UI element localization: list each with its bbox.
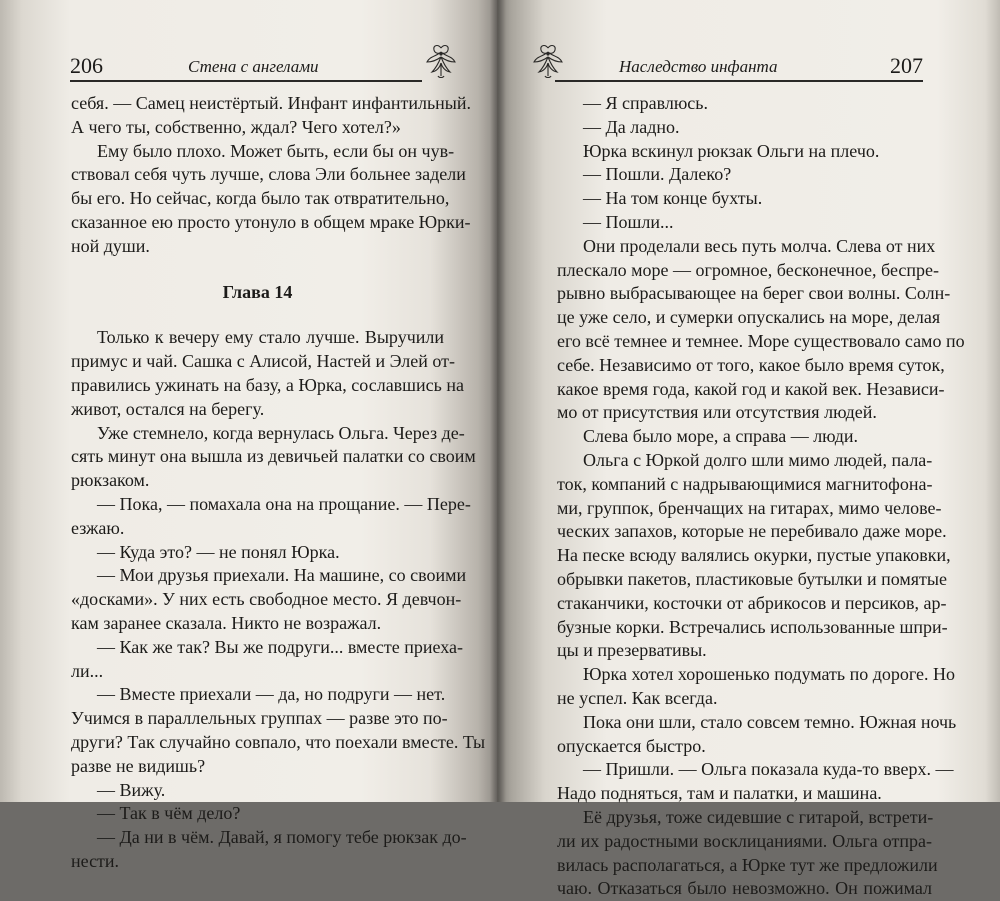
text-line: себе. Независимо от того, какое было время суток, bbox=[557, 354, 945, 375]
text-line: Её друзья, тоже сидевшие с гитарой, встрети- bbox=[583, 806, 934, 827]
text-line: чаю. Отказаться было невозможно. Он пожимал bbox=[557, 878, 932, 899]
text-line: — Пошли. Далеко? bbox=[583, 164, 732, 185]
text-line: — Так в чём дело? bbox=[97, 803, 241, 824]
text-line: цы и презервативы. bbox=[557, 640, 707, 661]
right-page-header bbox=[555, 52, 923, 82]
text-line: стаканчики, косточки от абрикосов и персиков, ар- bbox=[557, 592, 947, 613]
text-line: А чего ты, собственно, ждал? Чего хотел?» bbox=[71, 116, 401, 137]
text-line: Юрка хотел хорошенько подумать по дороге. Но bbox=[583, 664, 956, 685]
text-line: На песке всюду валялись окурки, пустые упаковки, bbox=[557, 545, 951, 566]
text-line: его всё темнее и темнее. Море существовало само по bbox=[557, 330, 965, 351]
text-line: ли их радостными восклицаниями. Ольга отпра- bbox=[557, 830, 932, 851]
text-line: — Да ладно. bbox=[583, 116, 680, 137]
text-line: нести. bbox=[71, 850, 120, 871]
left-page bbox=[0, 0, 497, 871]
chapter-heading: Глава 14 bbox=[222, 281, 293, 302]
header-rule bbox=[555, 80, 923, 82]
text-line: правились ужинать на базу, а Юрка, сославшись на bbox=[71, 374, 464, 395]
text-line: — Куда это? — не понял Юрка. bbox=[97, 541, 340, 562]
text-line: езжаю. bbox=[71, 517, 125, 538]
text-line: какое время года, какой год и какой век. Независи- bbox=[557, 378, 945, 399]
text-line: — Вместе приехали — да, но подруги — нет. bbox=[97, 684, 446, 705]
text-line: ствовал себя чуть лучше, слова Эли больнее задели bbox=[71, 164, 466, 185]
page-number: 207 bbox=[890, 53, 923, 78]
text-line: опускается быстро. bbox=[557, 735, 706, 756]
text-line: рывно выбрасывающее на берег свои волны. Солн- bbox=[557, 283, 951, 304]
header-rule bbox=[70, 80, 422, 82]
text-line: сять минут она вышла из девичьей палатки со своим bbox=[71, 446, 476, 467]
angel-ornament-icon bbox=[422, 42, 460, 82]
text-line: Учимся в параллельных группах — разве это по- bbox=[71, 708, 448, 729]
text-line: живот, остался на берегу. bbox=[71, 398, 265, 419]
text-line: ли... bbox=[71, 660, 104, 681]
text-line: — Вижу. bbox=[97, 779, 166, 800]
text-line: бузные корки. Встречались использованные шпри- bbox=[557, 616, 948, 637]
text-line: Уже стемнело, когда вернулась Ольга. Через де- bbox=[97, 422, 465, 443]
text-line: рюкзаком. bbox=[71, 470, 150, 491]
text-line: мо от присутствия или отсутствия людей. bbox=[557, 402, 877, 423]
text-line: Ему было плохо. Может быть, если бы он чув- bbox=[97, 140, 455, 161]
text-line: ми, группок, бренчащих на гитарах, мимо челове- bbox=[557, 497, 942, 518]
text-line: примус и чай. Сашка с Алисой, Настей и Элей от- bbox=[71, 351, 455, 372]
text-line: бы его. Но сейчас, когда было так отвратительно, bbox=[71, 188, 450, 209]
text-line: вилась располагаться, а Юрке тут же предложили bbox=[557, 854, 938, 875]
text-line: Только к вечеру ему стало лучше. Выручили bbox=[97, 327, 444, 348]
book-gutter-shadow bbox=[490, 0, 506, 802]
text-line: — Пошли... bbox=[583, 211, 674, 232]
text-line: не успел. Как всегда. bbox=[557, 687, 718, 708]
right-page-text bbox=[557, 92, 965, 901]
text-line: други? Так случайно совпало, что поехали вместе. Ты bbox=[71, 731, 486, 752]
left-page-header bbox=[70, 52, 422, 82]
page-number: 206 bbox=[70, 53, 103, 78]
text-line: — Пока, — помахала она на прощание. — Пере- bbox=[97, 493, 471, 514]
text-line: Пока они шли, стало совсем темно. Южная ночь bbox=[583, 711, 957, 732]
running-head: Наследство инфанта bbox=[619, 57, 778, 76]
text-line: Юрка вскинул рюкзак Ольги на плечо. bbox=[583, 140, 880, 161]
text-line: — Мои друзья приехали. На машине, со своими bbox=[97, 565, 467, 586]
text-line: сказанное ею просто утонуло в общем мраке Юрки- bbox=[71, 211, 471, 232]
left-page-text bbox=[71, 92, 486, 874]
text-line: обрывки пакетов, пластиковые бутылки и помятые bbox=[557, 568, 948, 589]
text-line: Надо подняться, там и палатки, и машина. bbox=[557, 783, 882, 804]
right-page bbox=[497, 0, 1000, 899]
text-line: Ольга с Юркой долго шли мимо людей, пала- bbox=[583, 449, 933, 470]
text-line: «досками». У них есть свободное место. Я девчон- bbox=[71, 589, 462, 610]
text-line: це уже село, и сумерки опускались на море, делая bbox=[557, 307, 941, 328]
text-line: ческих запахов, которые не перебивало даже море. bbox=[557, 521, 947, 542]
text-line: — Да ни в чём. Давай, я помогу тебе рюкзак до- bbox=[97, 827, 467, 848]
text-line: ток, компаний с надрывающимися магнитофона- bbox=[557, 473, 933, 494]
text-line: кам заранее сказала. Никто не возражал. bbox=[71, 612, 382, 633]
text-line: ной души. bbox=[71, 235, 150, 256]
text-line: Слева было море, а справа — люди. bbox=[583, 426, 859, 447]
text-line: себя. — Самец неистёртый. Инфант инфантильный. bbox=[71, 93, 472, 113]
text-line: разве не видишь? bbox=[71, 755, 206, 776]
angel-ornament-icon bbox=[529, 42, 567, 82]
text-line: — Пришли. — Ольга показала куда-то вверх. — bbox=[583, 759, 954, 780]
running-head: Стена с ангелами bbox=[188, 57, 319, 76]
text-line: — Как же так? Вы же подруги... вместе приеха- bbox=[97, 636, 463, 657]
text-line: — На том конце бухты. bbox=[583, 188, 763, 209]
text-line: плескало море — огромное, бесконечное, беспре- bbox=[557, 259, 940, 280]
text-line: — Я справлюсь. bbox=[583, 93, 709, 113]
text-line: Они проделали весь путь молча. Слева от них bbox=[583, 235, 936, 256]
